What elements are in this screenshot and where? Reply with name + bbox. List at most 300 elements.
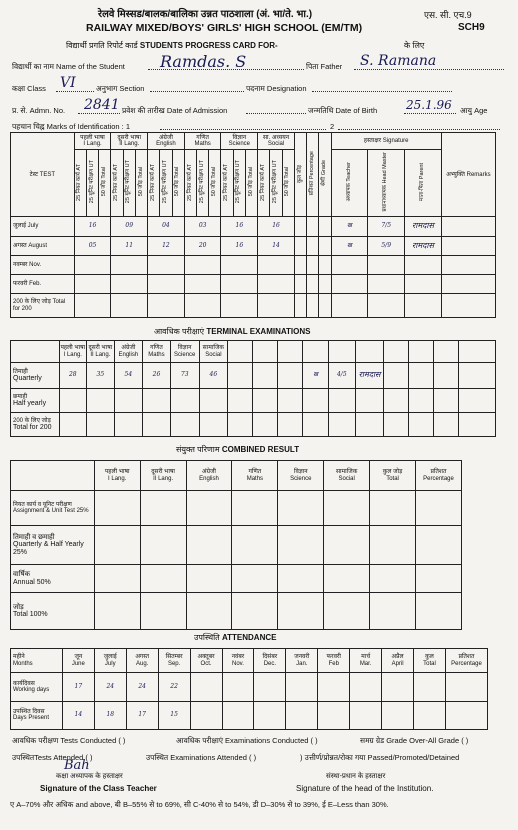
cell — [140, 491, 186, 526]
cell — [232, 564, 278, 592]
empty-cell — [278, 363, 303, 389]
sub-total-1-label: 50 जोड़ Total — [100, 167, 107, 197]
section-line — [150, 78, 244, 92]
cell — [140, 564, 186, 592]
month-percentage — [445, 649, 487, 673]
sub-total-5 — [245, 150, 257, 217]
month-dec — [254, 649, 286, 673]
mark-cell — [111, 294, 148, 318]
cell — [232, 491, 278, 526]
test-row-nov — [11, 255, 496, 274]
cell — [278, 564, 324, 592]
month-en: Aug. — [136, 660, 149, 667]
terminal-subject-6-hi: सामाजिक — [202, 345, 225, 352]
mark-cell — [59, 389, 87, 413]
empty-cell — [459, 341, 496, 363]
month-en: Percentage — [451, 660, 482, 667]
combined-col-8-hi: प्रतिशत — [430, 469, 447, 476]
attendance-row-present — [11, 701, 488, 729]
mark-cell: 35 — [87, 363, 115, 389]
headmaster-signature: 7/5 — [368, 217, 405, 236]
month-hi: जून — [74, 654, 83, 661]
identification-line-1 — [160, 120, 326, 130]
row-label — [11, 593, 95, 630]
sub-at-3 — [148, 150, 160, 217]
row-label — [11, 673, 63, 701]
teacher-signature: ख — [331, 217, 368, 236]
remarks-cell — [441, 294, 495, 318]
sig-teacher-label: अध्यापक Teacher — [345, 162, 352, 202]
mark-cell: 05 — [74, 236, 111, 255]
month-hi: कुल — [425, 654, 434, 661]
sub-ut-1 — [86, 150, 98, 217]
combined-col-3-hi: अंग्रेजी — [202, 469, 216, 476]
terminal-subject-1 — [59, 341, 87, 363]
empty-cell — [319, 275, 331, 294]
month-hi: नवंबर — [231, 654, 245, 661]
sig-headmaster-label: प्रधानाध्यापक Head Master — [382, 152, 389, 212]
cell — [186, 564, 232, 592]
total-header — [294, 133, 306, 217]
identification-label: पहचान चिह्न Marks of Identification : 1 — [12, 122, 131, 131]
sub-at-5 — [221, 150, 233, 217]
subject-4-hi: गणित — [196, 134, 209, 141]
mark-cell — [258, 255, 295, 274]
remarks-cell — [459, 413, 496, 437]
row-label-en: Quarterly & Half Yearly 25% — [13, 541, 84, 556]
sub-total-3 — [172, 150, 184, 217]
combined-row-assignment — [11, 491, 462, 526]
month-july — [94, 649, 126, 673]
cell — [94, 593, 140, 630]
month-mar — [350, 649, 382, 673]
sub-at-4-label: 25 नियत कार्य AT — [186, 163, 193, 201]
empty-cell — [328, 413, 355, 437]
attendance-cell — [254, 673, 286, 701]
terminal-subject-1-en: I Lang. — [63, 351, 82, 358]
empty-cell — [328, 341, 355, 363]
row-label-hi: छमाही — [13, 393, 28, 400]
mark-cell — [199, 389, 228, 413]
empty-cell — [303, 389, 329, 413]
empty-cell — [307, 217, 319, 236]
cell — [186, 593, 232, 630]
empty-cell — [368, 294, 405, 318]
empty-cell — [328, 389, 355, 413]
empty-cell — [228, 413, 253, 437]
row-label-en: Days Present — [13, 715, 50, 722]
mark-cell — [114, 413, 142, 437]
combined-col-3-en: English — [199, 475, 219, 482]
attendance-title-english: ATTENDANCE — [221, 633, 277, 642]
combined-col-7-hi: कुल जोड़ — [382, 469, 403, 476]
dob-label: जन्मतिथि Date of Birth — [308, 106, 378, 115]
subject-2-hi: दूसरी भाषा — [117, 134, 142, 141]
empty-cell — [368, 255, 405, 274]
month-en: Oct. — [200, 660, 212, 667]
designation-label: पदनाम Designation — [246, 84, 307, 93]
grade-header — [319, 133, 331, 217]
empty-cell — [11, 341, 60, 363]
sub-at-2 — [111, 150, 123, 217]
mark-cell — [143, 389, 171, 413]
class-label: कक्षा Class — [12, 84, 46, 93]
terminal-subject-4-hi: गणित — [150, 345, 163, 352]
test-row-total — [11, 294, 496, 318]
mark-cell — [114, 389, 142, 413]
empty-cell — [253, 413, 278, 437]
row-label — [11, 701, 63, 729]
sub-ut-5-label: 25 यूनिट परीक्षण UT — [235, 160, 242, 204]
cell — [278, 525, 324, 564]
exams-attended: उपस्थित Examinations Attended ( ) — [146, 753, 257, 762]
cell — [324, 491, 370, 526]
mark-cell: 14 — [258, 236, 295, 255]
cell — [415, 564, 461, 592]
sub-total-2 — [135, 150, 147, 217]
combined-col-2-hi: दूसरी भाषा — [151, 469, 175, 476]
mark-cell — [148, 294, 185, 318]
mark-cell — [184, 294, 221, 318]
terminal-table — [10, 340, 496, 437]
card-title-english: STUDENTS PROGRESS CARD FOR- — [139, 41, 278, 50]
mark-cell: 54 — [114, 363, 142, 389]
sub-ut-6-label: 25 यूनिट परीक्षण UT — [272, 160, 279, 204]
combined-col-5-en: Science — [290, 475, 312, 482]
empty-cell — [303, 413, 329, 437]
mark-cell — [184, 255, 221, 274]
headmaster-signature: 5/9 — [368, 236, 405, 255]
sub-total-3-label: 50 जोड़ Total — [174, 167, 181, 197]
class-teacher-signature: Bah — [64, 758, 90, 773]
row-label — [11, 564, 95, 592]
subject-header-5 — [221, 133, 258, 150]
subject-header-1 — [74, 133, 111, 150]
card-title — [66, 40, 278, 51]
mark-cell — [74, 255, 111, 274]
terminal-title-english: TERMINAL EXAMINATIONS — [206, 327, 311, 336]
row-label — [11, 413, 60, 437]
empty-cell — [253, 389, 278, 413]
attendance-cell — [382, 701, 414, 729]
sub-ut-2 — [123, 150, 135, 217]
combined-title — [176, 444, 299, 455]
empty-cell — [294, 294, 306, 318]
cell — [186, 491, 232, 526]
month-hi: मार्च — [361, 654, 371, 661]
remarks-cell — [441, 217, 495, 236]
attendance-cell — [286, 701, 318, 729]
empty-cell — [331, 275, 368, 294]
month-en: April — [391, 660, 404, 667]
mark-cell — [111, 275, 148, 294]
row-label — [11, 525, 95, 564]
row-label — [11, 389, 60, 413]
row-label-en: Assignment & Unit Test 25% — [13, 508, 89, 515]
row-label-en: Annual 50% — [13, 578, 51, 586]
mark-cell — [184, 275, 221, 294]
subject-header-6 — [258, 133, 295, 150]
row-label: अगस्त August — [11, 236, 75, 255]
identification-two: 2 — [330, 122, 335, 131]
mark-cell — [221, 255, 258, 274]
mark-cell: 04 — [148, 217, 185, 236]
month-aug — [126, 649, 158, 673]
attendance-row-working — [11, 673, 488, 701]
grading-scale: ए A–70% और अधिक and above, बी B–55% से to 69%, सी C-40% से to 54%, डी D–30% से to 39%, ई E–Less than 30%. — [10, 800, 389, 809]
combined-col-1 — [94, 461, 140, 491]
attendance-cell — [350, 701, 382, 729]
mark-cell: 16 — [221, 236, 258, 255]
row-label-en: Quarterly — [13, 374, 42, 382]
subject-3-en: English — [156, 141, 176, 148]
remarks-header-label: अभ्युक्ति Remarks — [446, 171, 491, 178]
mark-cell — [170, 413, 199, 437]
mark-cell — [111, 255, 148, 274]
month-hi: दिसंबर — [262, 654, 278, 661]
row-label-hi: नियत कार्य व यूनिट परीक्षण — [13, 501, 72, 508]
mark-cell — [258, 275, 295, 294]
row-label-en: Half yearly — [13, 399, 47, 407]
teacher-signature: ख — [303, 363, 329, 389]
sub-ut-1-label: 25 यूनिट परीक्षण UT — [88, 160, 95, 204]
mark-cell — [170, 389, 199, 413]
sub-ut-3 — [160, 150, 172, 217]
row-label: 200 के लिए जोड़ Total for 200 — [11, 294, 75, 318]
empty-cell — [278, 389, 303, 413]
combined-col-2-en: II Lang. — [153, 475, 174, 482]
sub-ut-6 — [270, 150, 282, 217]
title-hindi: रेलवे मिस्सड/बालक/बालिका उन्नत पाठशाला (अं. भा/ते. भा.) — [98, 9, 313, 20]
remarks-header — [441, 133, 495, 217]
cell — [140, 593, 186, 630]
empty-cell — [228, 341, 253, 363]
row-label — [11, 363, 60, 389]
mark-cell: 16 — [258, 217, 295, 236]
row-label-hi: 200 के लिए जोड़ — [13, 417, 51, 424]
month-hi: सितम्बर — [165, 654, 183, 661]
sub-ut-4 — [197, 150, 209, 217]
combined-col-4 — [232, 461, 278, 491]
dob-value: 25.1.96 — [406, 98, 452, 112]
sig-headmaster-header — [368, 150, 405, 217]
cell — [278, 593, 324, 630]
sub-at-6 — [258, 150, 270, 217]
row-label-hi: जोड़ — [13, 603, 24, 611]
month-oct — [190, 649, 222, 673]
remarks-cell — [459, 363, 496, 389]
row-label — [11, 491, 95, 526]
month-en: Nov. — [232, 660, 244, 667]
months-header — [11, 649, 63, 673]
subject-5-en: Science — [228, 141, 251, 148]
terminal-subject-3-hi: अंग्रेजी — [121, 345, 136, 352]
terminal-subject-2-hi: दूसरी भाषा — [88, 345, 113, 352]
row-label-hi: वार्षिक — [13, 571, 30, 579]
empty-cell — [384, 413, 409, 437]
terminal-subject-5-en: Science — [174, 351, 196, 358]
cell — [415, 593, 461, 630]
combined-col-4-en: Maths — [246, 475, 264, 482]
empty-cell — [409, 389, 434, 413]
attendance-cell: 17 — [62, 673, 94, 701]
combined-col-1-en: I Lang. — [108, 475, 127, 482]
attendance-table — [10, 648, 488, 730]
attendance-cell: 17 — [126, 701, 158, 729]
attendance-cell: 14 — [62, 701, 94, 729]
empty-cell — [253, 363, 278, 389]
month-en: Dec. — [263, 660, 277, 667]
remarks-cell — [441, 236, 495, 255]
mark-cell: 03 — [184, 217, 221, 236]
terminal-row-halfyearly — [11, 389, 496, 413]
mark-cell: 46 — [199, 363, 228, 389]
mark-cell — [221, 275, 258, 294]
mark-cell — [74, 275, 111, 294]
test-row-august — [11, 236, 496, 255]
test-row-feb — [11, 275, 496, 294]
combined-col-6-hi: सामाजिक — [335, 469, 358, 476]
sub-at-3-label: 25 नियत कार्य AT — [149, 163, 156, 201]
month-hi: अप्रैल — [391, 654, 404, 661]
empty-cell — [319, 255, 331, 274]
terminal-subject-2 — [87, 341, 115, 363]
terminal-subject-3 — [114, 341, 142, 363]
sub-at-4 — [184, 150, 196, 217]
sub-at-2-label: 25 नियत कार्य AT — [113, 163, 120, 201]
signature-header-label: हस्ताक्षर Signature — [363, 137, 409, 144]
grade-header-label: श्रेणी Grade — [321, 160, 328, 187]
subject-4-en: Maths — [194, 141, 211, 148]
empty-cell — [319, 217, 331, 236]
empty-cell — [409, 363, 434, 389]
combined-col-7-en: Total — [386, 475, 399, 482]
mark-cell: 73 — [170, 363, 199, 389]
parent-signature: रामदास — [405, 217, 442, 236]
mark-cell: 26 — [143, 363, 171, 389]
cell — [324, 564, 370, 592]
result-status: ) उत्तीर्ण/प्रोन्नत/रोका गया Passed/Promoted/Detained — [300, 753, 460, 762]
empty-cell — [294, 255, 306, 274]
parent-signature: रामदास — [355, 363, 384, 389]
card-title-hindi: विद्यार्थी प्रगति रिपोर्ट कार्ड — [66, 41, 138, 50]
overall-grade: समग्र ग्रेड Grade Over-All Grade ( ) — [360, 736, 469, 745]
attendance-cell — [445, 701, 487, 729]
empty-cell — [434, 363, 459, 389]
combined-col-8 — [415, 461, 461, 491]
row-label-en: Total for 200 — [13, 423, 52, 431]
month-en: Feb — [328, 660, 339, 667]
terminal-subject-5 — [170, 341, 199, 363]
cell — [415, 491, 461, 526]
subject-1-en: I Lang. — [83, 141, 102, 148]
headmaster-signature: 4/5 — [328, 363, 355, 389]
remarks-cell — [441, 275, 495, 294]
empty-cell — [253, 341, 278, 363]
combined-row-annual — [11, 564, 462, 592]
terminal-title-hindi: आवधिक परीक्षाएं — [154, 327, 205, 336]
head-sig-hindi: संस्था-प्रधान के हस्ताक्षर — [326, 773, 386, 780]
mark-cell — [143, 413, 171, 437]
empty-cell — [368, 275, 405, 294]
test-row-july — [11, 217, 496, 236]
sub-ut-5 — [233, 150, 245, 217]
empty-cell — [307, 294, 319, 318]
month-en: Mar. — [359, 660, 372, 667]
sub-at-6-label: 25 नियत कार्य AT — [259, 163, 266, 201]
signature-header — [331, 133, 441, 150]
sub-total-6 — [282, 150, 294, 217]
row-label-en: Total 100% — [13, 611, 48, 619]
mark-cell: 16 — [221, 217, 258, 236]
sub-ut-4-label: 25 यूनिट परीक्षण UT — [198, 160, 205, 204]
combined-col-5-hi: विज्ञान — [293, 469, 308, 476]
sub-at-5-label: 25 नियत कार्य AT — [223, 163, 230, 201]
remarks-cell — [441, 255, 495, 274]
month-june — [62, 649, 94, 673]
cell — [278, 491, 324, 526]
cell — [232, 593, 278, 630]
empty-cell — [278, 341, 303, 363]
attendance-cell — [350, 673, 382, 701]
empty-cell — [405, 294, 442, 318]
month-en: Jan. — [296, 660, 308, 667]
terminal-title — [154, 326, 311, 337]
terminal-subject-3-en: English — [118, 351, 139, 358]
cell — [370, 491, 416, 526]
empty-cell — [434, 341, 459, 363]
row-label-hi: तिमाही — [13, 368, 28, 375]
empty-cell — [405, 275, 442, 294]
mark-cell — [87, 413, 115, 437]
combined-title-english: COMBINED RESULT — [221, 445, 300, 454]
class-teacher-sig-hindi: कक्षा अध्यापक के हस्ताक्षर — [56, 773, 123, 780]
subject-6-hi: सा. अध्ययन — [263, 134, 290, 141]
row-label-hi: कार्यदिवस — [13, 680, 35, 687]
test-header — [11, 133, 75, 217]
combined-col-7 — [370, 461, 416, 491]
attendance-cell: 24 — [94, 673, 126, 701]
percentage-header — [307, 133, 319, 217]
head-sig-label: Signature of the head of the Institution. — [296, 784, 434, 793]
combined-col-4-hi: गणित — [248, 469, 262, 476]
months-header-hi: महीने — [13, 654, 25, 661]
month-nov — [222, 649, 254, 673]
month-en: July — [104, 660, 116, 667]
sub-ut-2-label: 25 यूनिट परीक्षण UT — [125, 160, 132, 204]
empty-cell — [278, 413, 303, 437]
cell — [415, 525, 461, 564]
cell — [324, 593, 370, 630]
cell — [94, 491, 140, 526]
subject-1-hi: पहली भाषा — [80, 134, 105, 141]
card-for-hindi: के लिए — [404, 41, 425, 50]
tests-conducted: आवधिक परीक्षण Tests Conducted ( ) — [12, 736, 126, 745]
mark-cell: 20 — [184, 236, 221, 255]
cell — [324, 525, 370, 564]
empty-cell — [409, 341, 434, 363]
title-english: RAILWAY MIXED/BOYS' GIRLS' HIGH SCHOOL (EM/TM) — [86, 22, 363, 34]
month-hi: जुलाई — [103, 654, 117, 661]
total-header-label: कुल जोड़ — [296, 164, 303, 183]
class-teacher-sig-label: Signature of the Class Teacher — [40, 784, 157, 793]
designation-line — [312, 78, 452, 92]
row-label-hi: तिमाही व छमाही — [13, 533, 55, 541]
sig-teacher-header — [331, 150, 368, 217]
month-en: Total — [423, 660, 436, 667]
empty-cell — [307, 255, 319, 274]
attendance-cell — [414, 673, 446, 701]
